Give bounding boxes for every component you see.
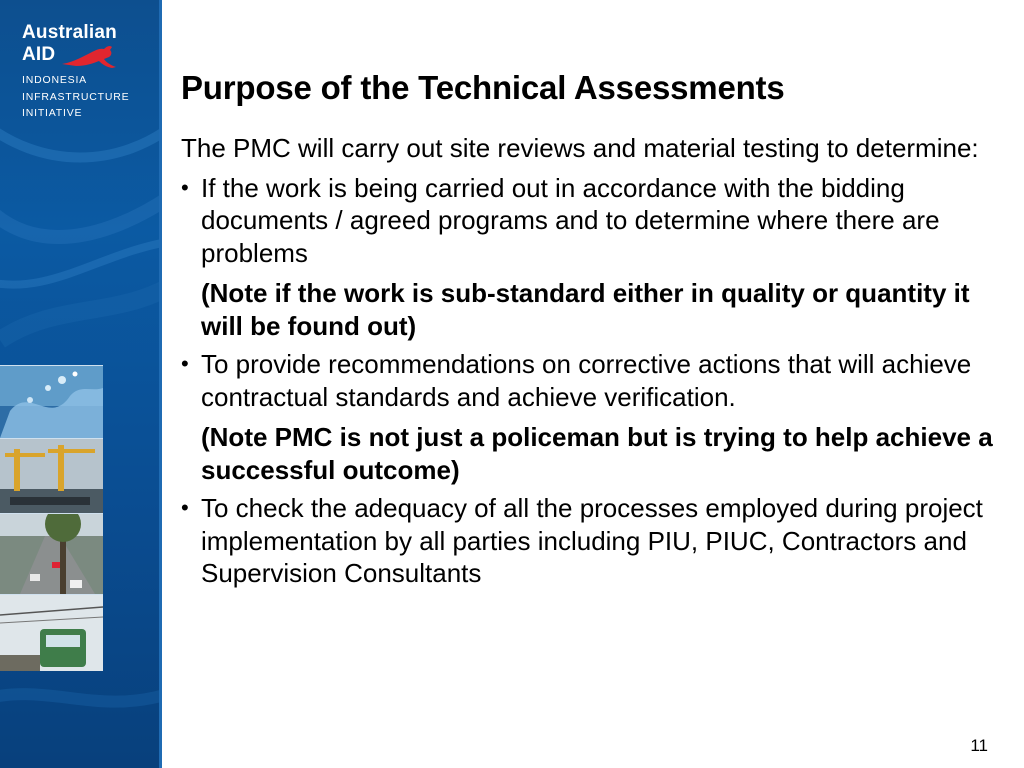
bullet-dot-icon: • <box>181 495 189 520</box>
logo-text-australian: Australian <box>22 22 117 43</box>
bullet-item-3 <box>181 492 996 590</box>
logo-text-aid: AID <box>22 44 56 65</box>
bullet-text: If the work is being carried out in accordance with the bidding documents / agreed programs and to determine where there are problems <box>201 172 940 268</box>
kangaroo-icon <box>60 42 122 70</box>
bullet-dot-icon: • <box>181 351 189 376</box>
bullet-item-1 <box>181 172 996 270</box>
bullet-dot-icon: • <box>181 174 189 200</box>
bullet-text: To provide recommendations on corrective actions that will achieve contractual standards and achieve verification. <box>201 349 972 412</box>
subtitle-indonesia: INDONESIA <box>22 74 87 86</box>
bullet-item-2 <box>181 348 996 413</box>
slide-body <box>181 132 996 590</box>
intro-text: The PMC will carry out site reviews and material testing to determine: <box>181 133 979 163</box>
water-splash-photo <box>0 365 103 438</box>
panel-edge <box>159 0 162 768</box>
subtitle-infrastructure: INFRASTRUCTURE <box>22 91 130 103</box>
branding-sidebar <box>0 0 162 768</box>
subtitle-initiative: INITIATIVE <box>22 107 83 119</box>
commuter-train-photo <box>0 594 103 671</box>
bullet-note-1: (Note if the work is sub-standard either in quality or quantity it will be found out) <box>201 278 970 341</box>
slide-title: Purpose of the Technical Assessments <box>181 69 785 106</box>
slide-page-number: 11 <box>970 736 988 755</box>
bullet-note-2: (Note PMC is not just a policeman but is trying to help achieve a successful outcome) <box>201 422 993 485</box>
port-cranes-photo <box>0 438 103 513</box>
highway-traffic-photo <box>0 513 103 594</box>
bullet-text: To check the adequacy of all the processes employed during project implementation by all parties including PIU, PIUC, Contractors and Supervision Consultants <box>201 493 983 588</box>
